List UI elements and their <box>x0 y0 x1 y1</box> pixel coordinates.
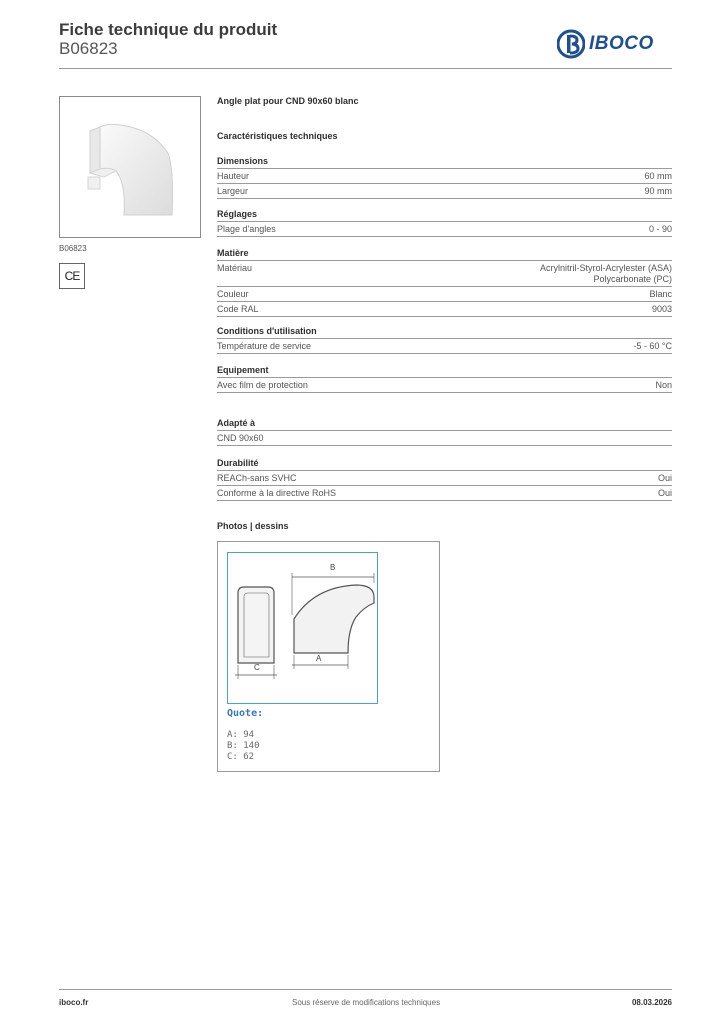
spec-row <box>217 169 672 184</box>
section-title: Adapté à <box>217 418 672 431</box>
quote-b: B: 140 <box>227 741 260 751</box>
spec-row <box>217 339 672 354</box>
spec-value: 60 mm <box>644 171 672 181</box>
quote-a: A: 94 <box>227 730 255 740</box>
spec-label: Hauteur <box>217 171 250 181</box>
dimension-label-c: C <box>254 663 260 672</box>
section-conditions <box>217 326 672 354</box>
spec-row <box>217 486 672 501</box>
product-image-caption: B06823 <box>59 244 87 253</box>
section-title: Equipement <box>217 365 672 378</box>
spec-row <box>217 222 672 237</box>
spec-value: 0 - 90 <box>648 224 672 234</box>
spec-value: 90 mm <box>644 186 672 196</box>
footer-disclaimer: Sous réserve de modifications techniques <box>292 998 441 1007</box>
product-name: Angle plat pour CND 90x60 blanc <box>217 96 359 106</box>
section-title: Matière <box>217 248 672 261</box>
spec-label: Conforme à la directive RoHS <box>217 488 337 498</box>
spec-value <box>540 263 672 285</box>
section-adapte <box>217 418 672 446</box>
spec-row <box>217 287 672 302</box>
footer-date: 08.03.2026 <box>631 998 672 1007</box>
section-title: Durabilité <box>217 458 672 471</box>
dimension-label-b: B <box>330 563 336 572</box>
dimension-drawing <box>228 553 377 703</box>
spec-value: Oui <box>657 473 672 483</box>
spec-label: Couleur <box>217 289 249 299</box>
spec-label: Largeur <box>217 186 249 196</box>
spec-value-line: Acrylnitril-Styrol-Acrylester (ASA) <box>539 263 672 273</box>
quote-c: C: 62 <box>227 752 255 762</box>
spec-label: REACh-sans SVHC <box>217 473 297 483</box>
section-matiere <box>217 248 672 317</box>
spec-value: Non <box>655 380 672 390</box>
drawing-frame <box>227 552 378 704</box>
page-title: Fiche technique du produit <box>59 20 278 39</box>
ce-mark-icon: CE <box>59 263 85 289</box>
spec-value: -5 - 60 °C <box>633 341 672 351</box>
section-dimensions <box>217 156 672 199</box>
spec-value: Oui <box>657 488 672 498</box>
characteristics-title: Caractéristiques techniques <box>217 131 338 141</box>
spec-row <box>217 302 672 317</box>
brand-logo <box>557 29 654 59</box>
spec-label: Matériau <box>217 263 253 273</box>
spec-label: Avec film de protection <box>217 380 308 390</box>
logo-text: IBOCO <box>589 33 654 54</box>
spec-row <box>217 378 672 393</box>
product-code: B06823 <box>59 39 118 58</box>
angle-piece-illustration <box>60 97 200 237</box>
section-title: Conditions d'utilisation <box>217 326 672 339</box>
section-title: Dimensions <box>217 156 672 169</box>
section-title: Réglages <box>217 209 672 222</box>
spec-label: CND 90x60 <box>217 433 264 443</box>
section-durabilite <box>217 458 672 501</box>
photos-title: Photos | dessins <box>217 521 289 531</box>
iboco-logo-icon <box>557 29 585 59</box>
spec-row <box>217 431 672 446</box>
section-reglages <box>217 209 672 237</box>
spec-label: Code RAL <box>217 304 259 314</box>
section-equipement <box>217 365 672 393</box>
spec-value: 9003 <box>651 304 672 314</box>
header-divider <box>59 68 672 69</box>
spec-value-line: Polycarbonate (PC) <box>593 274 672 284</box>
spec-row <box>217 184 672 199</box>
product-image <box>59 96 201 238</box>
spec-label: Plage d'angles <box>217 224 276 234</box>
quote-label: Quote: <box>227 708 264 719</box>
dimension-label-a: A <box>316 654 322 663</box>
footer-website-link[interactable]: iboco.fr <box>59 998 89 1007</box>
footer-divider <box>59 989 672 990</box>
spec-row <box>217 471 672 486</box>
technical-drawing <box>217 541 440 772</box>
spec-label: Température de service <box>217 341 312 351</box>
spec-value: Blanc <box>649 289 672 299</box>
spec-row <box>217 261 672 287</box>
